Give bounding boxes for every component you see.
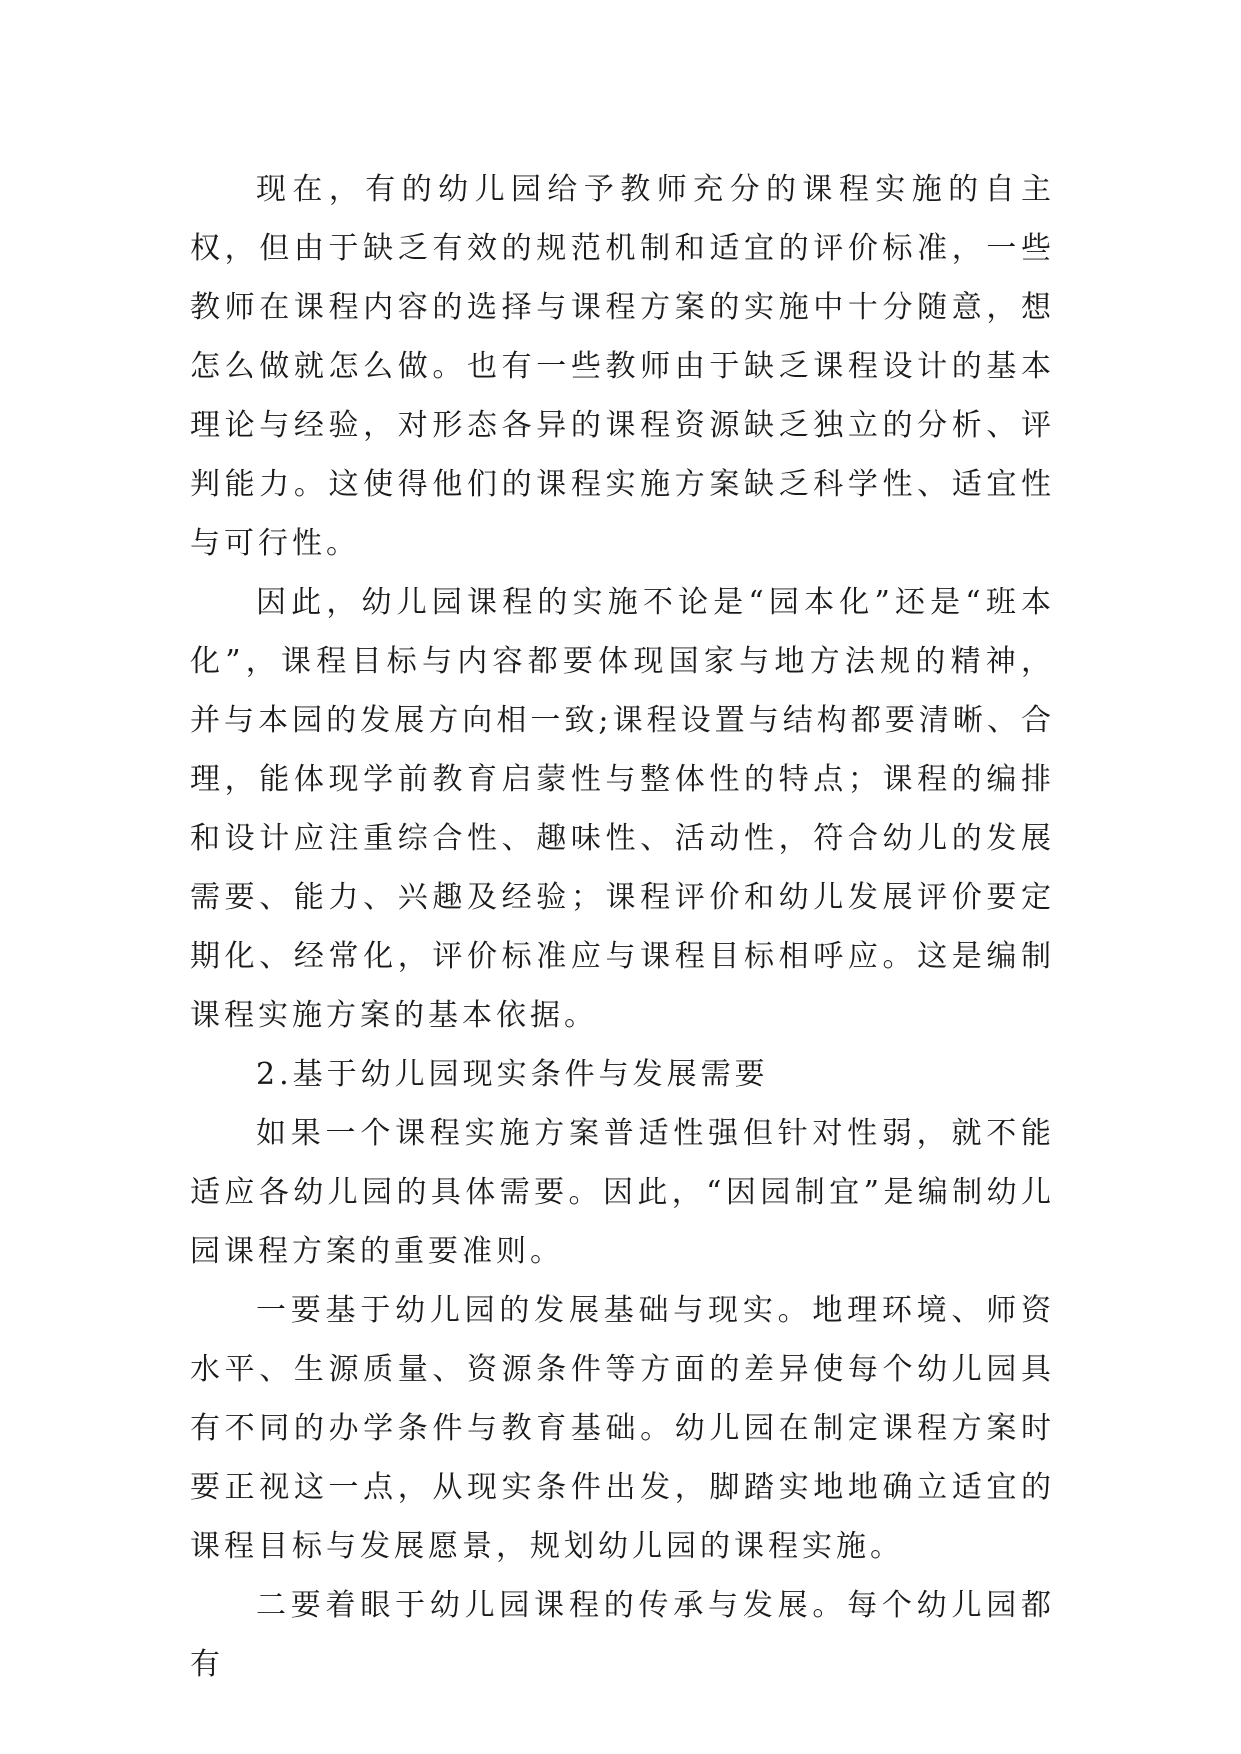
paragraph-5: 二要着眼于幼儿园课程的传承与发展。每个幼儿园都有 <box>190 1588 1055 1682</box>
document-body <box>190 160 1055 1694</box>
section-heading: 2.基于幼儿园现实条件与发展需要 <box>256 1057 769 1092</box>
paragraph-2: 因此，幼儿园课程的实施不论是“园本化”还是“班本化”，课程目标与内容都要体现国家与地方法规的精神，并与本园的发展方向相一致;课程设置与结构都要清晰、合理，能体现学前教育启蒙性与整体性的特点；课程的编排和设计应注重综合性、趣味性、活动性，符合幼儿的发展需要、能力、兴趣及经验；课程评价和幼儿发展评价要定期化、经常化，评价标准应与课程目标相呼应。这是编制课程实施方案的基本依据。 <box>190 585 1055 1033</box>
paragraph-4: 一要基于幼儿园的发展基础与现实。地理环境、师资水平、生源质量、资源条件等方面的差异使每个幼儿园具有不同的办学条件与教育基础。幼儿园在制定课程方案时要正视这一点，从现实条件出发，脚踏实地地确立适宜的课程目标与发展愿景，规划幼儿园的课程实施。 <box>190 1293 1055 1564</box>
paragraph-1: 现在，有的幼儿园给予教师充分的课程实施的自主权，但由于缺乏有效的规范机制和适宜的评价标准，一些教师在课程内容的选择与课程方案的实施中十分随意，想怎么做就怎么做。也有一些教师由于缺乏课程设计的基本理论与经验，对形态各异的课程资源缺乏独立的分析、评判能力。这使得他们的课程实施方案缺乏科学性、适宜性与可行性。 <box>190 172 1055 561</box>
paragraph-3: 如果一个课程实施方案普适性强但针对性弱，就不能适应各幼儿园的具体需要。因此，“因园制宜”是编制幼儿园课程方案的重要准则。 <box>190 1116 1055 1269</box>
